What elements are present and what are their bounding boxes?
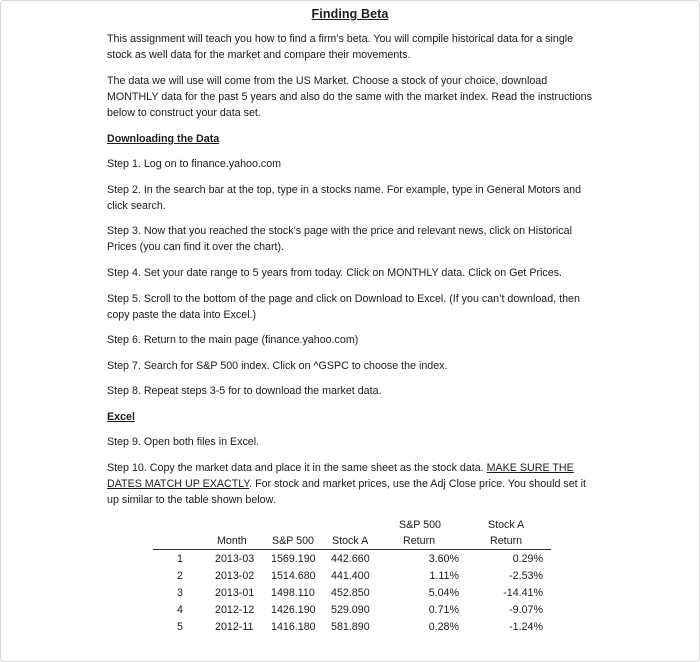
cell-sp500: 1569.190 xyxy=(271,553,316,565)
row-number: 4 xyxy=(177,604,183,616)
cell-sp500-return: 5.04% xyxy=(428,587,459,599)
cell-stock: 581.890 xyxy=(331,621,370,633)
step-4: Step 4. Set your date range to 5 years from today. Click on MONTHLY data. Click on Get Prices. xyxy=(107,267,563,279)
cell-stock: 452.850 xyxy=(331,587,370,599)
cell-month: 2013-01 xyxy=(215,587,255,599)
cell-month: 2012-11 xyxy=(215,621,254,633)
step-10-text-start: Step 10. Copy the market data and place it in the same sheet as the stock data. xyxy=(107,462,487,474)
intro-paragraph-2: The data we will use will come from the US Market. Choose a stock of your choice, download MONTHLY data for the past 5 years and also do the same with the market index. Read the instructions below to construct your data set. xyxy=(107,75,592,119)
cell-sp500-return: 3.60% xyxy=(428,553,459,565)
row-number: 5 xyxy=(177,621,183,633)
step-3: Step 3. Now that you reached the stock’s page with the price and relevant news, click on Historical Prices (you can find it over the chart). xyxy=(107,225,572,253)
header-stock-return-line1: Stock A xyxy=(488,519,525,531)
cell-sp500-return: 1.11% xyxy=(429,570,459,582)
step-8: Step 8. Repeat steps 3-5 for to download the market data. xyxy=(107,385,382,397)
step-10 xyxy=(107,460,597,508)
row-number: 3 xyxy=(177,587,183,599)
header-sp500-return-line2: Return xyxy=(403,535,436,547)
cell-stock-return: -2.53% xyxy=(509,570,543,582)
cell-stock: 442.660 xyxy=(331,553,370,565)
header-stock: Stock A xyxy=(332,535,369,547)
step-5: Step 5. Scroll to the bottom of the page and click on Download to Excel. (If you can’t download, then copy paste the data into Excel.) xyxy=(107,293,580,321)
step-2: Step 2. In the search bar at the top, type in a stocks name. For example, type in General Motors and click search. xyxy=(107,184,582,212)
step-6: Step 6. Return to the main page (finance.yahoo.com) xyxy=(107,334,359,346)
step-10-text-end: . For stock and market prices, use the Adj Close price. You should set it up similar to the table shown below. xyxy=(107,478,586,506)
cell-sp500: 1416.180 xyxy=(271,621,316,633)
cell-stock-return: -1.24% xyxy=(509,621,543,633)
cell-stock-return: 0.29% xyxy=(512,553,543,565)
cell-sp500-return: 0.28% xyxy=(428,621,459,633)
cell-stock-return: -9.07% xyxy=(509,604,543,616)
step-10-emphasis: MAKE SURE THE DATES MATCH UP EXACTLY xyxy=(107,462,574,490)
cell-stock: 529.090 xyxy=(331,604,370,616)
step-9: Step 9. Open both files in Excel. xyxy=(107,436,260,448)
step-7: Step 7. Search for S&P 500 index. Click on ^GSPC to choose the index. xyxy=(107,360,448,372)
cell-stock-return: -14.41% xyxy=(503,587,543,599)
cell-month: 2013-02 xyxy=(215,570,255,582)
cell-sp500-return: 0.71% xyxy=(428,604,459,616)
page-title: Finding Beta xyxy=(311,7,389,21)
section-heading-downloading: Downloading the Data xyxy=(107,133,220,145)
header-month: Month xyxy=(217,535,247,547)
step-1: Step 1. Log on to finance.yahoo.com xyxy=(107,158,282,170)
cell-sp500: 1426.190 xyxy=(271,604,316,616)
section-heading-excel: Excel xyxy=(107,411,135,423)
cell-month: 2012-12 xyxy=(215,604,255,616)
header-stock-return-line2: Return xyxy=(490,535,523,547)
table-header-rule xyxy=(153,549,551,550)
row-number: 1 xyxy=(177,553,183,565)
cell-sp500: 1514.680 xyxy=(271,570,316,582)
header-sp500-return-line1: S&P 500 xyxy=(399,519,441,531)
cell-month: 2013-03 xyxy=(215,553,255,565)
row-number: 2 xyxy=(177,570,183,582)
header-sp500: S&P 500 xyxy=(272,535,314,547)
cell-sp500: 1498.110 xyxy=(271,587,315,599)
cell-stock: 441.400 xyxy=(331,570,370,582)
intro-paragraph-1: This assignment will teach you how to find a firm’s beta. You will compile historical data for a single stock as well data for the market and compare their movements. xyxy=(107,33,574,61)
